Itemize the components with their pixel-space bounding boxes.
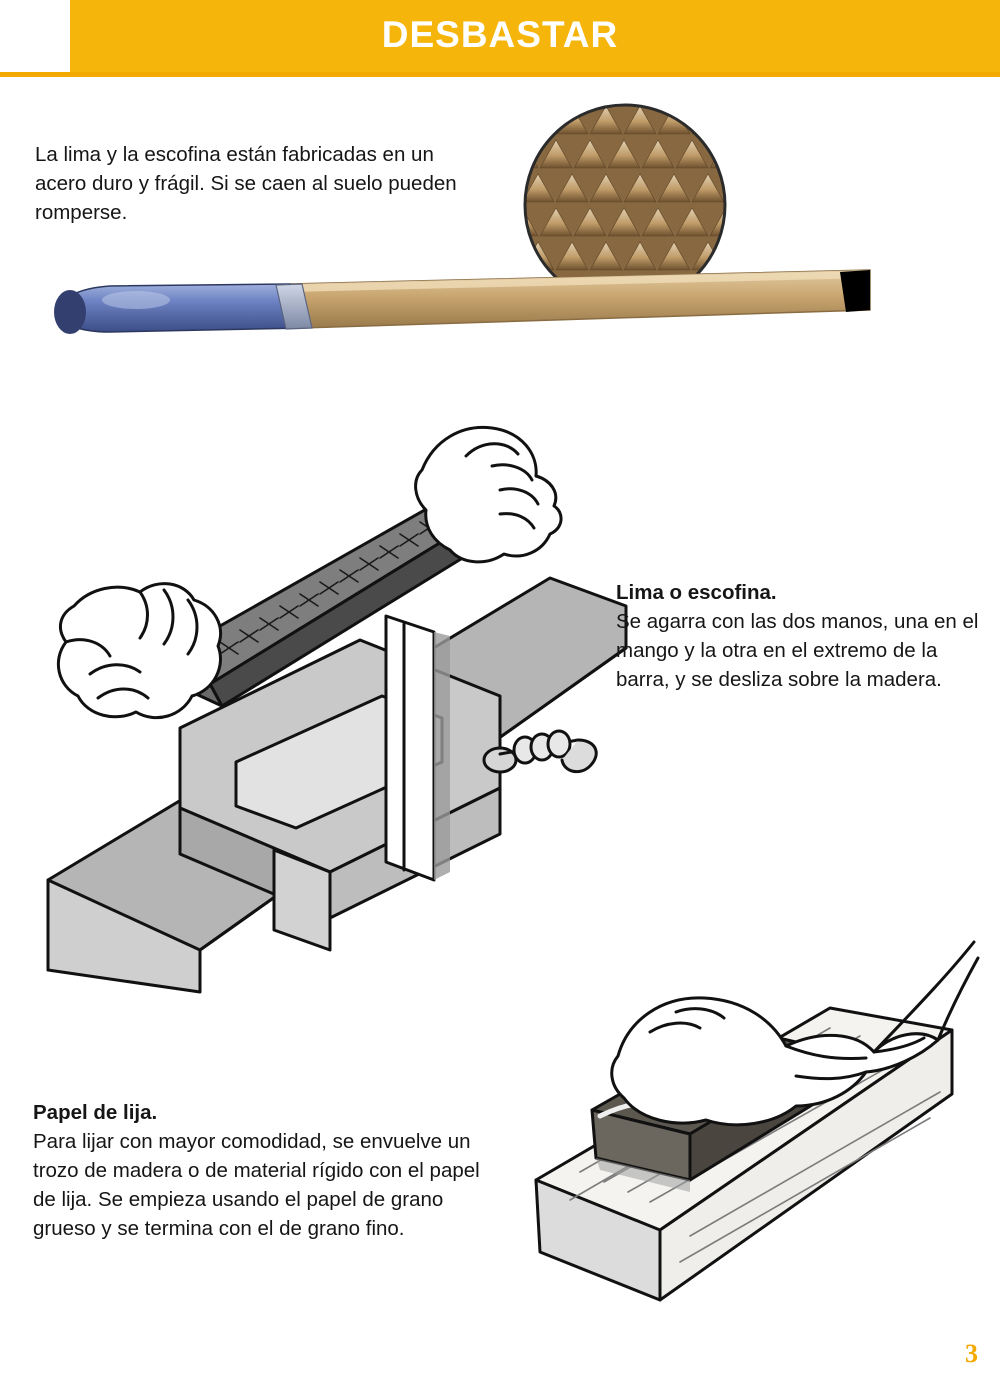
hand-sanding-block-on-wood-illustration (500, 880, 980, 1350)
section-lima-body: Se agarra con las dos manos, una en el mango y la otra en el extremo de la barra, y se desliza sobre la madera. (616, 610, 979, 691)
header-underline (0, 72, 1000, 77)
page-title: DESBASTAR (381, 14, 619, 55)
flat-file-photo (40, 250, 890, 390)
section-lija-body: Para lijar con mayor comodidad, se envuelve un trozo de madera o de material rígido con el papel de lija. Se empieza usando el papel de grano grueso y se termina con el de grano fino. (33, 1130, 480, 1240)
page-number: 3 (965, 1339, 978, 1368)
section-lima-o-escofina (616, 578, 986, 694)
page-header (0, 0, 1000, 72)
section-papel-de-lija (33, 1098, 503, 1243)
section-lija-heading: Papel de lija. (33, 1101, 158, 1124)
section-lima-heading: Lima o escofina. (616, 581, 777, 604)
intro-paragraph: La lima y la escofina están fabricadas en un acero duro y frágil. Si se caen al suelo pueden romperse. (35, 143, 457, 224)
